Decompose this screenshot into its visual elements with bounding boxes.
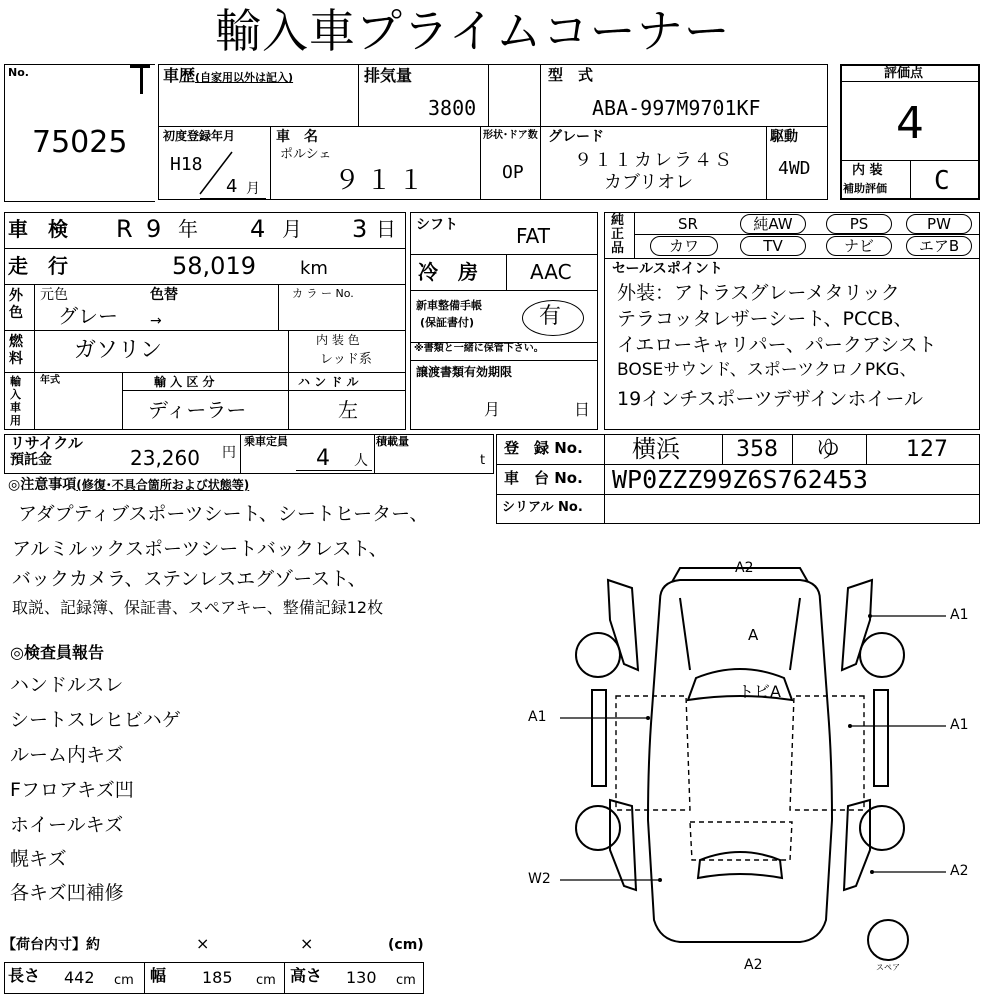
displacement-value: 3800 bbox=[428, 96, 477, 120]
first-reg-era: H18 bbox=[170, 154, 203, 175]
equip-alloy-wheel: 純AW bbox=[740, 214, 806, 234]
inspector-line: Fフロアキズ凹 bbox=[10, 779, 134, 801]
import-class-label: 輸 入 区 分 bbox=[154, 375, 215, 389]
sales-point-line: テラコッタレザーシート、PCCB、 bbox=[617, 308, 913, 330]
drive-label: 駆動 bbox=[770, 129, 798, 145]
load-label: 積載量 bbox=[376, 435, 409, 448]
score-value: 4 bbox=[896, 98, 924, 149]
recycle-value: 23,260 bbox=[130, 446, 200, 470]
mileage-value: 58,019 bbox=[172, 252, 256, 280]
transfer-day-unit: 日 bbox=[574, 400, 591, 419]
registration-number: 127 bbox=[906, 437, 948, 462]
inspector-line: ルーム内キズ bbox=[10, 744, 124, 766]
notes-line: 取説、記録簿、保証書、スペアキー、整備記録12枚 bbox=[12, 598, 384, 617]
mileage-unit: km bbox=[300, 258, 328, 279]
ac-value: AAC bbox=[530, 260, 572, 284]
inspection-year: 9 bbox=[146, 215, 162, 243]
diagram-left-bottom-label: W2 bbox=[528, 871, 551, 887]
transfer-label: 譲渡書類有効期限 bbox=[416, 365, 513, 379]
manual-label2: (保証書付) bbox=[420, 316, 475, 329]
import-year-label: 年式 bbox=[40, 375, 60, 386]
diagram-right-mid-label: A1 bbox=[950, 717, 969, 733]
car-maker: ポルシェ bbox=[280, 147, 332, 162]
cargo-unit-paren: (cm) bbox=[388, 937, 424, 953]
inspector-label: ◎検査員報告 bbox=[10, 643, 104, 662]
body-label: 形状･ドア数 bbox=[483, 130, 538, 141]
fuel-label: 燃料 bbox=[9, 334, 23, 367]
interior-score-value: C bbox=[934, 166, 950, 196]
registration-kana: ゆ bbox=[816, 435, 840, 463]
diagram-spare-label: スペア bbox=[876, 963, 900, 972]
model-label: 型 式 bbox=[548, 66, 594, 84]
inspector-line: 幌キズ bbox=[10, 848, 67, 870]
inspection-era: R bbox=[116, 215, 133, 243]
cargo-length: 442 bbox=[64, 968, 95, 987]
color-arrow: → bbox=[150, 313, 162, 329]
score-label: 評価点 bbox=[884, 66, 924, 81]
grade-label: グレード bbox=[548, 129, 604, 145]
grade-line2: カブリオレ bbox=[604, 172, 694, 193]
interior-score-label2: 補助評価 bbox=[843, 182, 887, 195]
color-no-label: カ ラ ー No. bbox=[292, 287, 354, 300]
cargo-height-label: 高さ bbox=[290, 966, 323, 985]
manual-note: ※書類と一緒に保管下さい。 bbox=[414, 343, 544, 354]
manual-label1: 新車整備手帳 bbox=[416, 299, 482, 312]
recycle-label1: リサイクル bbox=[10, 434, 83, 452]
shift-value: FAT bbox=[516, 224, 551, 248]
sales-point-line: イエローキャリパー、パークアシスト bbox=[617, 334, 937, 356]
notes-label: ◎注意事項(修復･不具合箇所および状態等) bbox=[8, 477, 250, 493]
registration-label: 登 録 No. bbox=[504, 439, 583, 457]
cargo-width: 185 bbox=[202, 968, 233, 987]
notes-line: アダプティブスポーツシート、シートヒーター、 bbox=[18, 503, 429, 525]
inspection-month-unit: 月 bbox=[282, 217, 302, 241]
cargo-times: × bbox=[196, 934, 210, 953]
inspection-day-unit: 日 bbox=[376, 217, 396, 241]
diagram-roof-label: トビA bbox=[738, 682, 781, 701]
model-value: ABA-997M9701KF bbox=[592, 96, 761, 120]
manual-value: 有 bbox=[539, 304, 562, 329]
car-name-label: 車 名 bbox=[276, 129, 318, 145]
cargo-width-label: 幅 bbox=[150, 966, 167, 985]
history-label: 車歴(自家用以外は記入) bbox=[163, 66, 294, 85]
handle-label: ハ ン ド ル bbox=[298, 375, 359, 389]
page-title: 輸入車プライムコーナー bbox=[215, 4, 731, 58]
notes-line: バックカメラ、ステンレスエグゾースト、 bbox=[12, 568, 367, 590]
cargo-unit: cm bbox=[256, 973, 276, 988]
notes-line: アルミルックスポーツシートバックレスト、 bbox=[12, 538, 388, 560]
cargo-label: 【荷台内寸】約 bbox=[2, 937, 100, 953]
import-class-value: ディーラー bbox=[148, 398, 247, 422]
equip-ps: PS bbox=[826, 214, 892, 234]
inspection-label: 車 検 bbox=[8, 217, 68, 241]
car-name: ９１１ bbox=[334, 166, 431, 196]
first-reg-label: 初度登録年月 bbox=[163, 129, 236, 143]
grade-line1: ９１１カレラ４Ｓ bbox=[574, 150, 734, 171]
car-damage-diagram bbox=[520, 560, 990, 990]
inspector-line: ハンドルスレ bbox=[10, 674, 124, 696]
cargo-length-label: 長さ bbox=[8, 966, 41, 985]
cargo-times: × bbox=[300, 934, 314, 953]
first-reg-month: 4 bbox=[226, 176, 238, 197]
cargo-unit: cm bbox=[114, 973, 134, 988]
inspector-line: ホイールキズ bbox=[10, 814, 124, 836]
equip-navi: ナビ bbox=[826, 236, 892, 256]
equip-pw: PW bbox=[906, 214, 972, 234]
first-reg-month-unit: 月 bbox=[246, 181, 260, 197]
equip-airbag: エアB bbox=[906, 236, 972, 256]
diagram-rear-label: A2 bbox=[744, 957, 763, 973]
chassis-value: WP0ZZZ99Z6S762453 bbox=[612, 465, 868, 494]
outer-color-value: グレー bbox=[58, 304, 118, 328]
diagram-hood-label: A bbox=[748, 626, 759, 644]
capacity-unit: 人 bbox=[354, 453, 368, 469]
inspection-year-unit: 年 bbox=[178, 217, 198, 241]
fuel-value: ガソリン bbox=[74, 338, 163, 363]
mileage-label: 走 行 bbox=[8, 254, 68, 278]
diagram-right-top-label: A1 bbox=[950, 607, 969, 623]
equip-tv: TV bbox=[740, 236, 806, 256]
shift-label: シフト bbox=[416, 217, 458, 233]
import-label: 輸入車用 bbox=[10, 375, 21, 427]
interior-color-label: 内 装 色 bbox=[316, 333, 360, 347]
interior-color-value: レッド系 bbox=[320, 352, 372, 367]
inspector-line: シートスレヒビハゲ bbox=[10, 709, 181, 731]
sales-point-line: 外装：アトラスグレーメタリック bbox=[617, 282, 900, 304]
serial-label: シリアル No. bbox=[502, 500, 583, 515]
load-unit: t bbox=[480, 453, 486, 468]
registration-city: 横浜 bbox=[632, 435, 680, 463]
equip-sr: SR bbox=[678, 215, 698, 233]
recycle-label2: 預託金 bbox=[10, 452, 52, 468]
capacity-value: 4 bbox=[316, 446, 330, 471]
cargo-height: 130 bbox=[346, 968, 377, 987]
orig-color-label: 元色 bbox=[40, 287, 68, 303]
transfer-month-unit: 月 bbox=[484, 400, 501, 419]
chassis-label: 車 台 No. bbox=[504, 469, 583, 487]
cargo-unit: cm bbox=[396, 973, 416, 988]
equip-leather: カワ bbox=[650, 236, 718, 256]
handle-value: 左 bbox=[338, 398, 358, 422]
recycle-unit: 円 bbox=[222, 445, 236, 461]
lot-no-label: No. bbox=[8, 66, 29, 79]
sales-point-line: BOSEサウンド、スポーツクロノPKG、 bbox=[617, 360, 917, 380]
inspection-day: 3 bbox=[352, 215, 368, 243]
sales-point-label: セールスポイント bbox=[612, 261, 723, 277]
drive-value: 4WD bbox=[778, 158, 811, 179]
outer-color-label: 外色 bbox=[9, 288, 23, 321]
lot-number: 75025 bbox=[32, 125, 128, 160]
displacement-label: 排気量 bbox=[364, 66, 413, 85]
body-value: OP bbox=[502, 162, 524, 183]
inspector-line: 各キズ凹補修 bbox=[10, 882, 124, 904]
equipment-label: 純正品 bbox=[611, 213, 625, 256]
change-color-label: 色替 bbox=[150, 287, 178, 303]
registration-class: 358 bbox=[736, 437, 778, 462]
inspection-month: 4 bbox=[250, 215, 266, 243]
interior-score-label1: 内 装 bbox=[852, 163, 883, 178]
ac-label: 冷 房 bbox=[418, 260, 478, 284]
capacity-label: 乗車定員 bbox=[244, 435, 288, 448]
sales-point-line: 19インチスポーツデザインホイール bbox=[617, 388, 923, 410]
diagram-left-mid-label: A1 bbox=[528, 709, 547, 725]
diagram-front-label: A2 bbox=[735, 560, 754, 576]
diagram-right-bottom-label: A2 bbox=[950, 863, 969, 879]
